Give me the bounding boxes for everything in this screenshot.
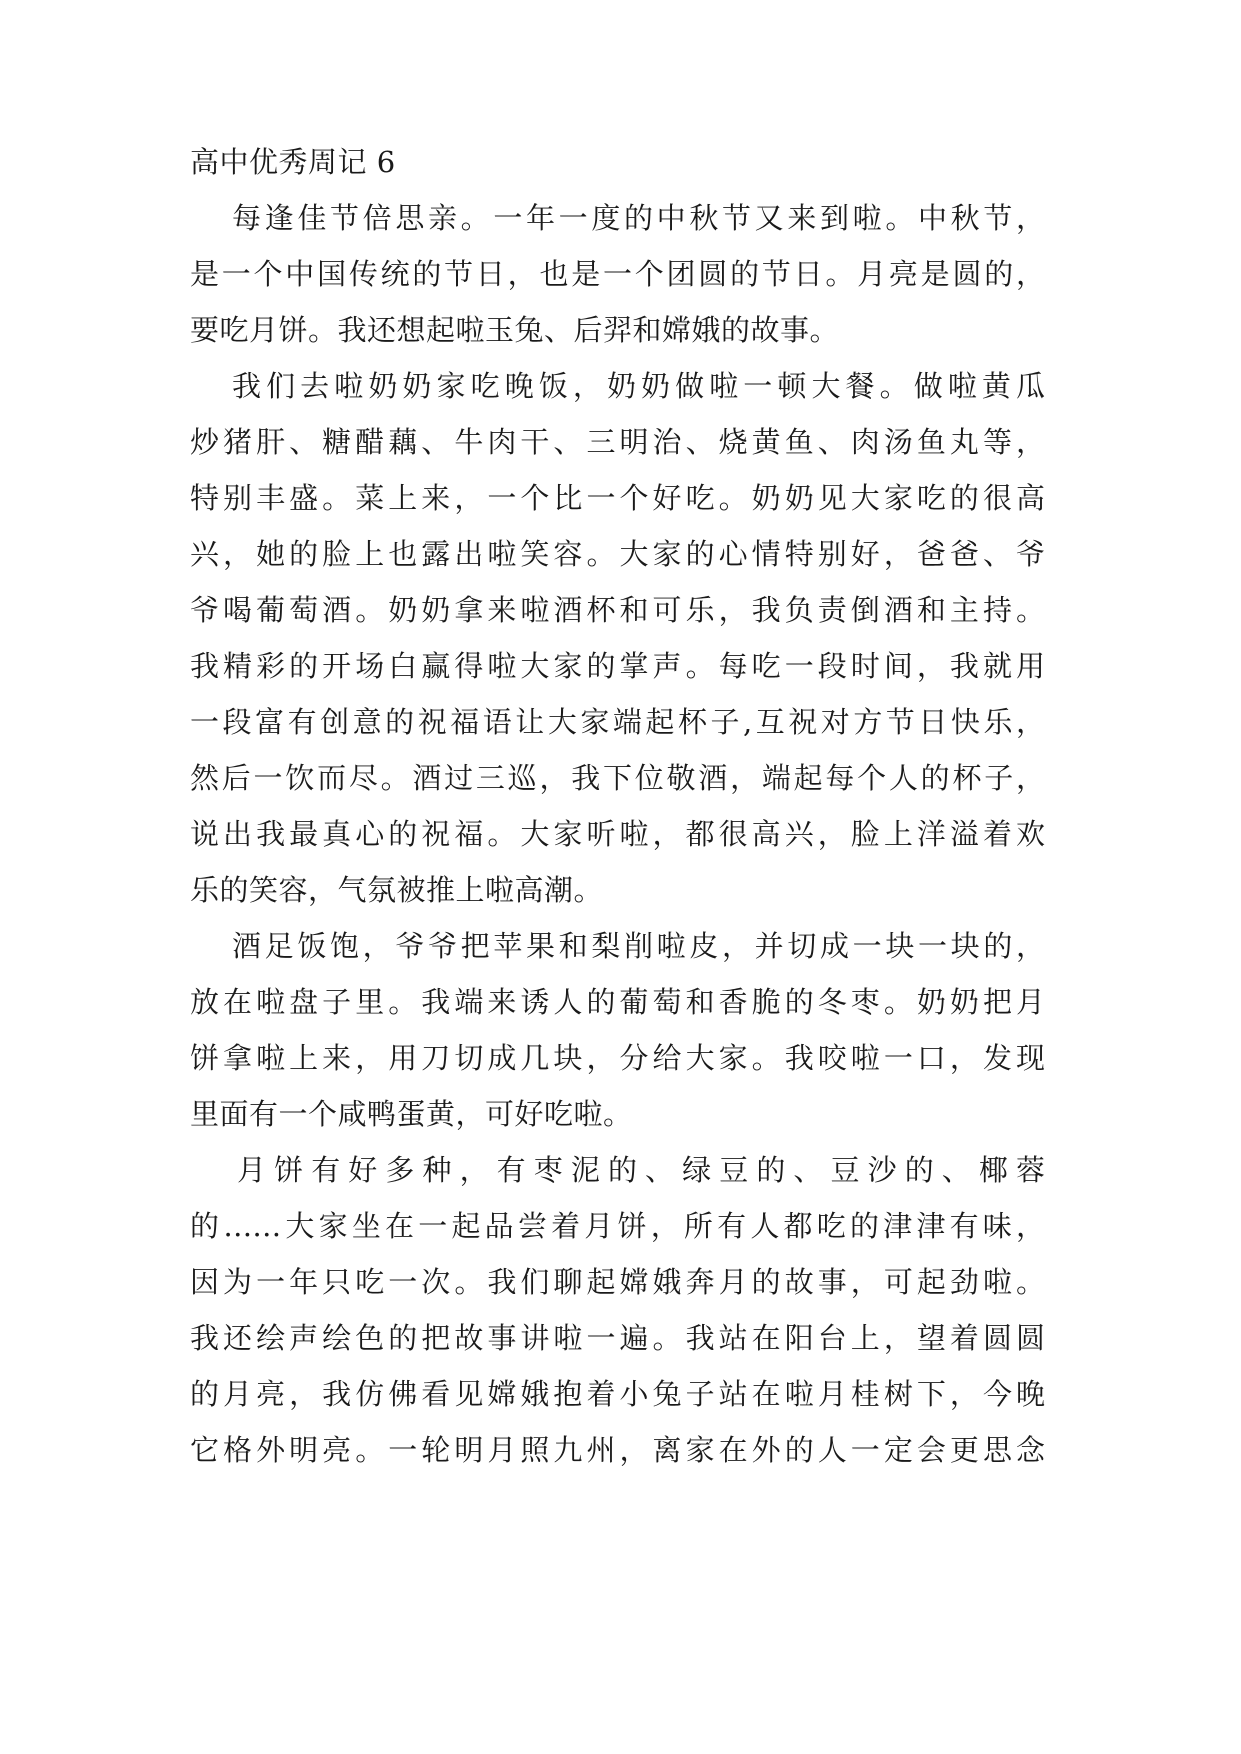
paragraph-line: 酒足饭饱，爷爷把苹果和梨削啦皮，并切成一块一块的， <box>232 929 1045 963</box>
paragraph <box>190 358 1045 918</box>
paragraph-line: 里面有一个咸鸭蛋黄，可好吃啦。 <box>190 1097 633 1131</box>
paragraph-line: 特别丰盛。菜上来，一个比一个好吃。奶奶见大家吃的很高 <box>190 481 1045 515</box>
document-body <box>190 134 1045 1478</box>
paragraph-line: 饼拿啦上来，用刀切成几块，分给大家。我咬啦一口，发现 <box>190 1041 1045 1075</box>
paragraph-line: 的……大家坐在一起品尝着月饼，所有人都吃的津津有味， <box>190 1209 1045 1243</box>
paragraph-line: 它格外明亮。一轮明月照九州，离家在外的人一定会更思念 <box>190 1433 1045 1467</box>
paragraph <box>190 918 1045 1142</box>
paragraph-line: 我还绘声绘色的把故事讲啦一遍。我站在阳台上，望着圆圆 <box>190 1321 1045 1355</box>
paragraph-line: 要吃月饼。我还想起啦玉兔、后羿和嫦娥的故事。 <box>190 313 840 347</box>
paragraph-line: 月饼有好多种，有枣泥的、绿豆的、豆沙的、椰蓉 <box>237 1153 1045 1187</box>
paragraph-line: 放在啦盘子里。我端来诱人的葡萄和香脆的冬枣。奶奶把月 <box>190 985 1045 1019</box>
paragraph-line: 我们去啦奶奶家吃晚饭，奶奶做啦一顿大餐。做啦黄瓜 <box>232 369 1045 403</box>
paragraph-line: 我精彩的开场白赢得啦大家的掌声。每吃一段时间，我就用 <box>190 649 1045 683</box>
paragraph-line: 乐的笑容，气氛被推上啦高潮。 <box>190 873 604 907</box>
paragraph-line: 每逢佳节倍思亲。一年一度的中秋节又来到啦。中秋节， <box>232 201 1045 235</box>
paragraph-line: 是一个中国传统的节日，也是一个团圆的节日。月亮是圆的， <box>190 257 1045 291</box>
paragraph-line: 说出我最真心的祝福。大家听啦，都很高兴，脸上洋溢着欢 <box>190 817 1045 851</box>
document-title: 高中优秀周记 6 <box>190 145 396 179</box>
paragraph-line: 然后一饮而尽。酒过三巡，我下位敬酒，端起每个人的杯子， <box>190 761 1045 795</box>
paragraph <box>190 190 1045 358</box>
paragraph <box>190 1142 1045 1478</box>
paragraph-line: 炒猪肝、糖醋藕、牛肉干、三明治、烧黄鱼、肉汤鱼丸等， <box>190 425 1045 459</box>
paragraph-line: 爷喝葡萄酒。奶奶拿来啦酒杯和可乐，我负责倒酒和主持。 <box>190 593 1045 627</box>
paragraph-line: 的月亮，我仿佛看见嫦娥抱着小兔子站在啦月桂树下，今晚 <box>190 1377 1045 1411</box>
paragraph-line: 兴，她的脸上也露出啦笑容。大家的心情特别好，爸爸、爷 <box>190 537 1045 571</box>
paragraph-line: 一段富有创意的祝福语让大家端起杯子,互祝对方节日快乐， <box>190 705 1045 739</box>
paragraph-line: 因为一年只吃一次。我们聊起嫦娥奔月的故事，可起劲啦。 <box>190 1265 1045 1299</box>
